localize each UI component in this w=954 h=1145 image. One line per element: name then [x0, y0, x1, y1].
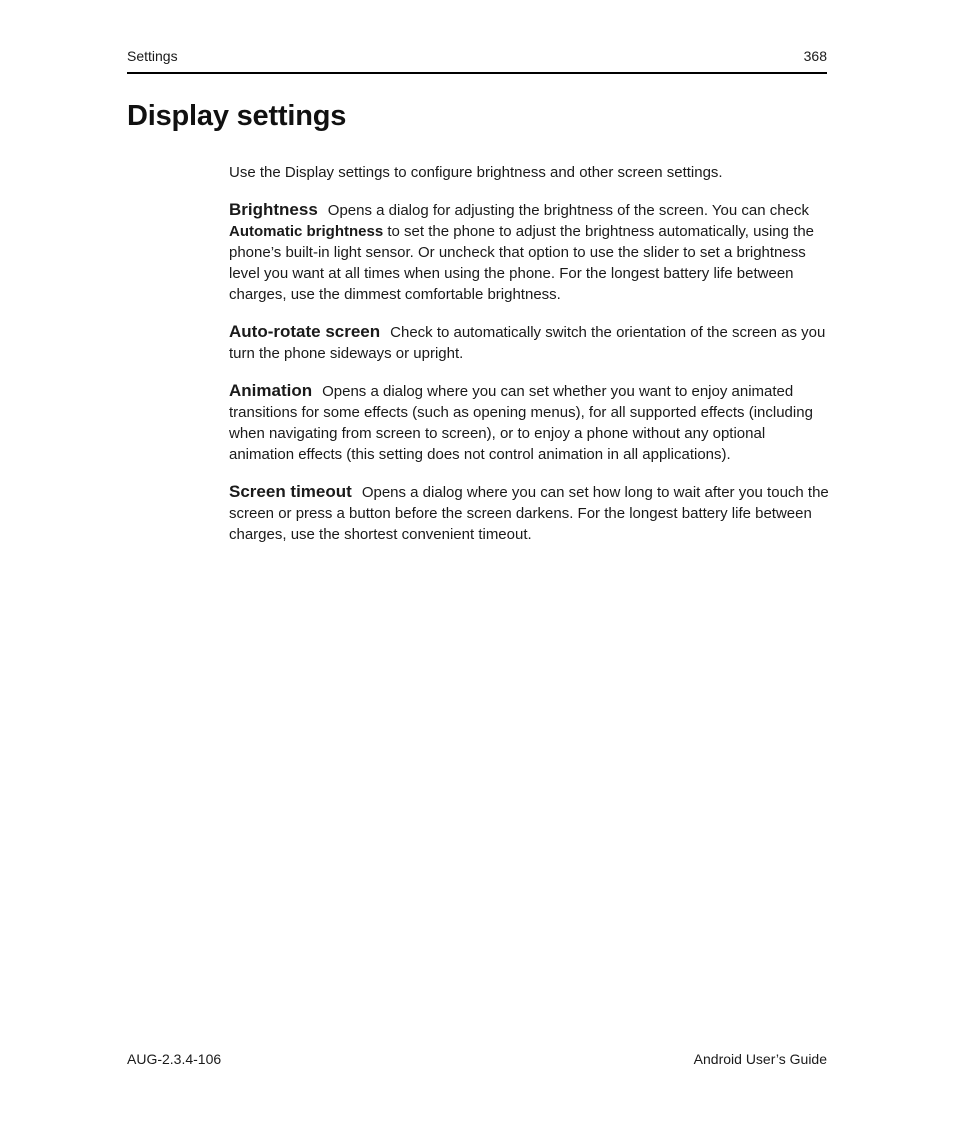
term-screen-timeout: Screen timeout — [229, 482, 352, 501]
brightness-text-after: to set the phone to adjust the brightness automatically, using the phone’s built-in light sensor. Or uncheck that option to use the slider to set a brightness level you want at all times when using the phone. For the longest battery life between charges, use the dimmest comfortable brightness. — [229, 223, 815, 303]
header-page-number: 368 — [803, 48, 827, 64]
intro-paragraph: Use the Display settings to configure brightness and other screen settings. — [229, 164, 723, 181]
term-brightness: Brightness — [229, 200, 318, 219]
term-animation: Animation — [229, 381, 313, 400]
definition-animation — [229, 380, 829, 465]
screen-timeout-text: Opens a dialog where you can set how long to wait after you touch the screen or press a button before the screen darkens. For the longest battery life between charges, use the shortest convenient timeout. — [229, 484, 829, 543]
page-header — [127, 48, 827, 74]
footer-doc-id: AUG-2.3.4-106 — [127, 1051, 222, 1067]
automatic-brightness-label: Automatic brightness — [229, 223, 384, 240]
footer-doc-title: Android User’s Guide — [693, 1051, 827, 1067]
content-body — [229, 162, 829, 561]
brightness-text-before: Opens a dialog for adjusting the brightness of the screen. You can check — [327, 202, 809, 219]
definition-auto-rotate — [229, 321, 829, 364]
page-footer — [127, 1051, 827, 1067]
animation-text: Opens a dialog where you can set whether you want to enjoy animated transitions for some effects (such as opening menus), for all supported effects (including when navigating from screen to screen), or to enjoy a phone without any optional animation effects (this setting does not control animation in all applications). — [229, 383, 813, 463]
definition-screen-timeout — [229, 481, 829, 545]
header-section: Settings — [127, 48, 178, 64]
definition-brightness — [229, 199, 829, 305]
term-auto-rotate-screen: Auto-rotate screen — [229, 322, 381, 341]
page-title: Display settings — [127, 100, 347, 132]
auto-rotate-text: Check to automatically switch the orientation of the screen as you turn the phone sideways or upright. — [229, 324, 826, 362]
